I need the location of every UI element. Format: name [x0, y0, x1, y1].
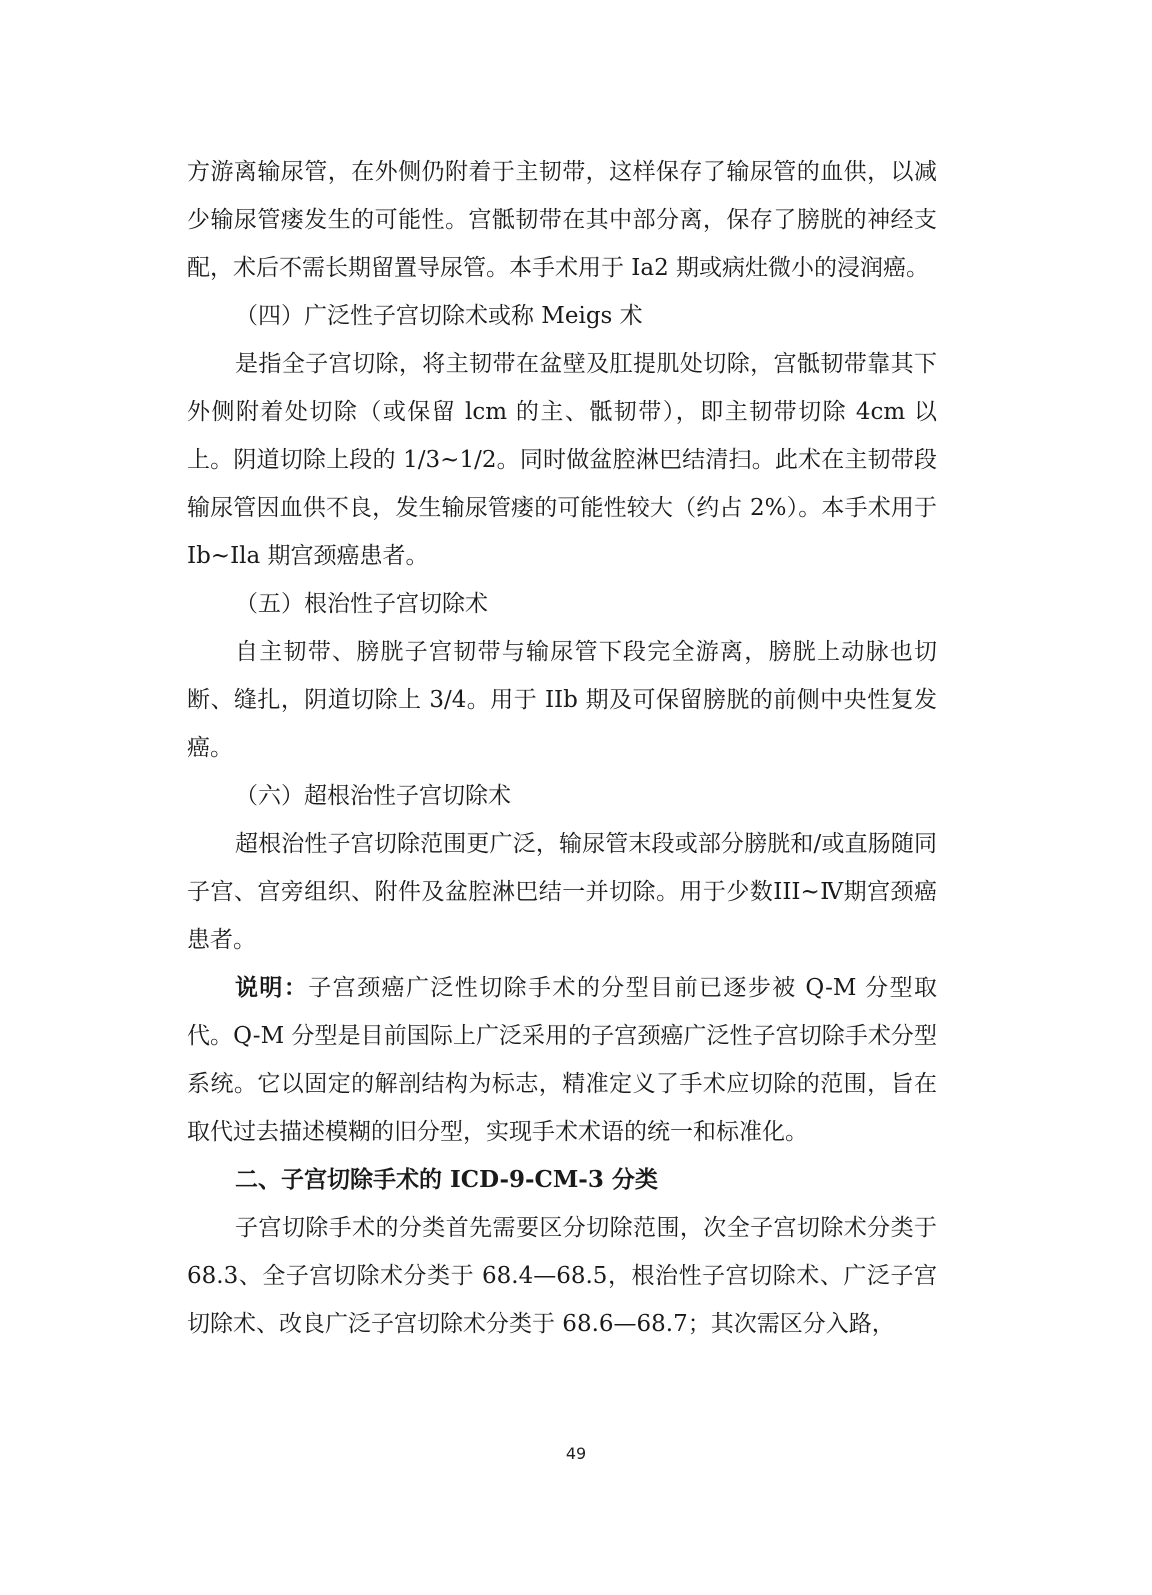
paragraph-radical: 自主韧带、膀胱子宫韧带与输尿管下段完全游离，膀胱上动脉也切断、缝扎，阴道切除上 3/4。用于 IIb 期及可保留膀胱的前侧中央性复发癌。 [187, 639, 937, 761]
note-text: 子宫颈癌广泛性切除手术的分型目前已逐步被 Q-M 分型取代。Q-M 分型是目前国际上广泛采用的子宫颈癌广泛性子宫切除手术分型系统。它以固定的解剖结构为标志，精准定义了手术应切除的范围，旨在取代过去描述模糊的旧分型，实现手术术语的统一和标准化。 [187, 975, 937, 1145]
section-heading: 二、子宫切除手术的 ICD-9-CM-3 分类 [235, 1166, 658, 1193]
subheading-super-radical: （六）超根治性子宫切除术 [235, 783, 511, 809]
subheading-radical: （五）根治性子宫切除术 [235, 591, 488, 617]
paragraph-continuation: 方游离输尿管，在外侧仍附着于主韧带，这样保存了输尿管的血供，以减少输尿管瘘发生的可能性。宫骶韧带在其中部分离，保存了膀胱的神经支配，术后不需长期留置导尿管。本手术用于 Ia2 期或病灶微小的浸润癌。 [187, 159, 937, 281]
note-label: 说明： [235, 974, 309, 1001]
note-paragraph [187, 964, 937, 1156]
paragraph-meigs: 是指全子宫切除，将主韧带在盆壁及肛提肌处切除，宫骶韧带靠其下外侧附着处切除（或保留 lcm 的主、骶韧带），即主韧带切除 4cm 以上。阴道切除上段的 1/3~1/2。同时做盆腔淋巴结清扫。此术在主韧带段输尿管因血供不良，发生输尿管瘘的可能性较大（约占 2%）。本手术用于 Ib~Ila 期宫颈癌患者。 [187, 351, 937, 569]
paragraph-super-radical: 超根治性子宫切除范围更广泛，输尿管末段或部分膀胱和/或直肠随同子宫、宫旁组织、附件及盆腔淋巴结一并切除。用于少数III~Ⅳ期宫颈癌患者。 [187, 831, 937, 953]
section-paragraph: 子宫切除手术的分类首先需要区分切除范围，次全子宫切除术分类于 68.3、全子宫切除术分类于 68.4—68.5，根治性子宫切除术、广泛子宫切除术、改良广泛子宫切除术分类于 68.6—68.7；其次需区分入路， [187, 1215, 937, 1337]
document-body [187, 148, 937, 1348]
page-number: 49 [565, 1444, 587, 1463]
subheading-meigs: （四）广泛性子宫切除术或称 Meigs 术 [235, 303, 643, 329]
